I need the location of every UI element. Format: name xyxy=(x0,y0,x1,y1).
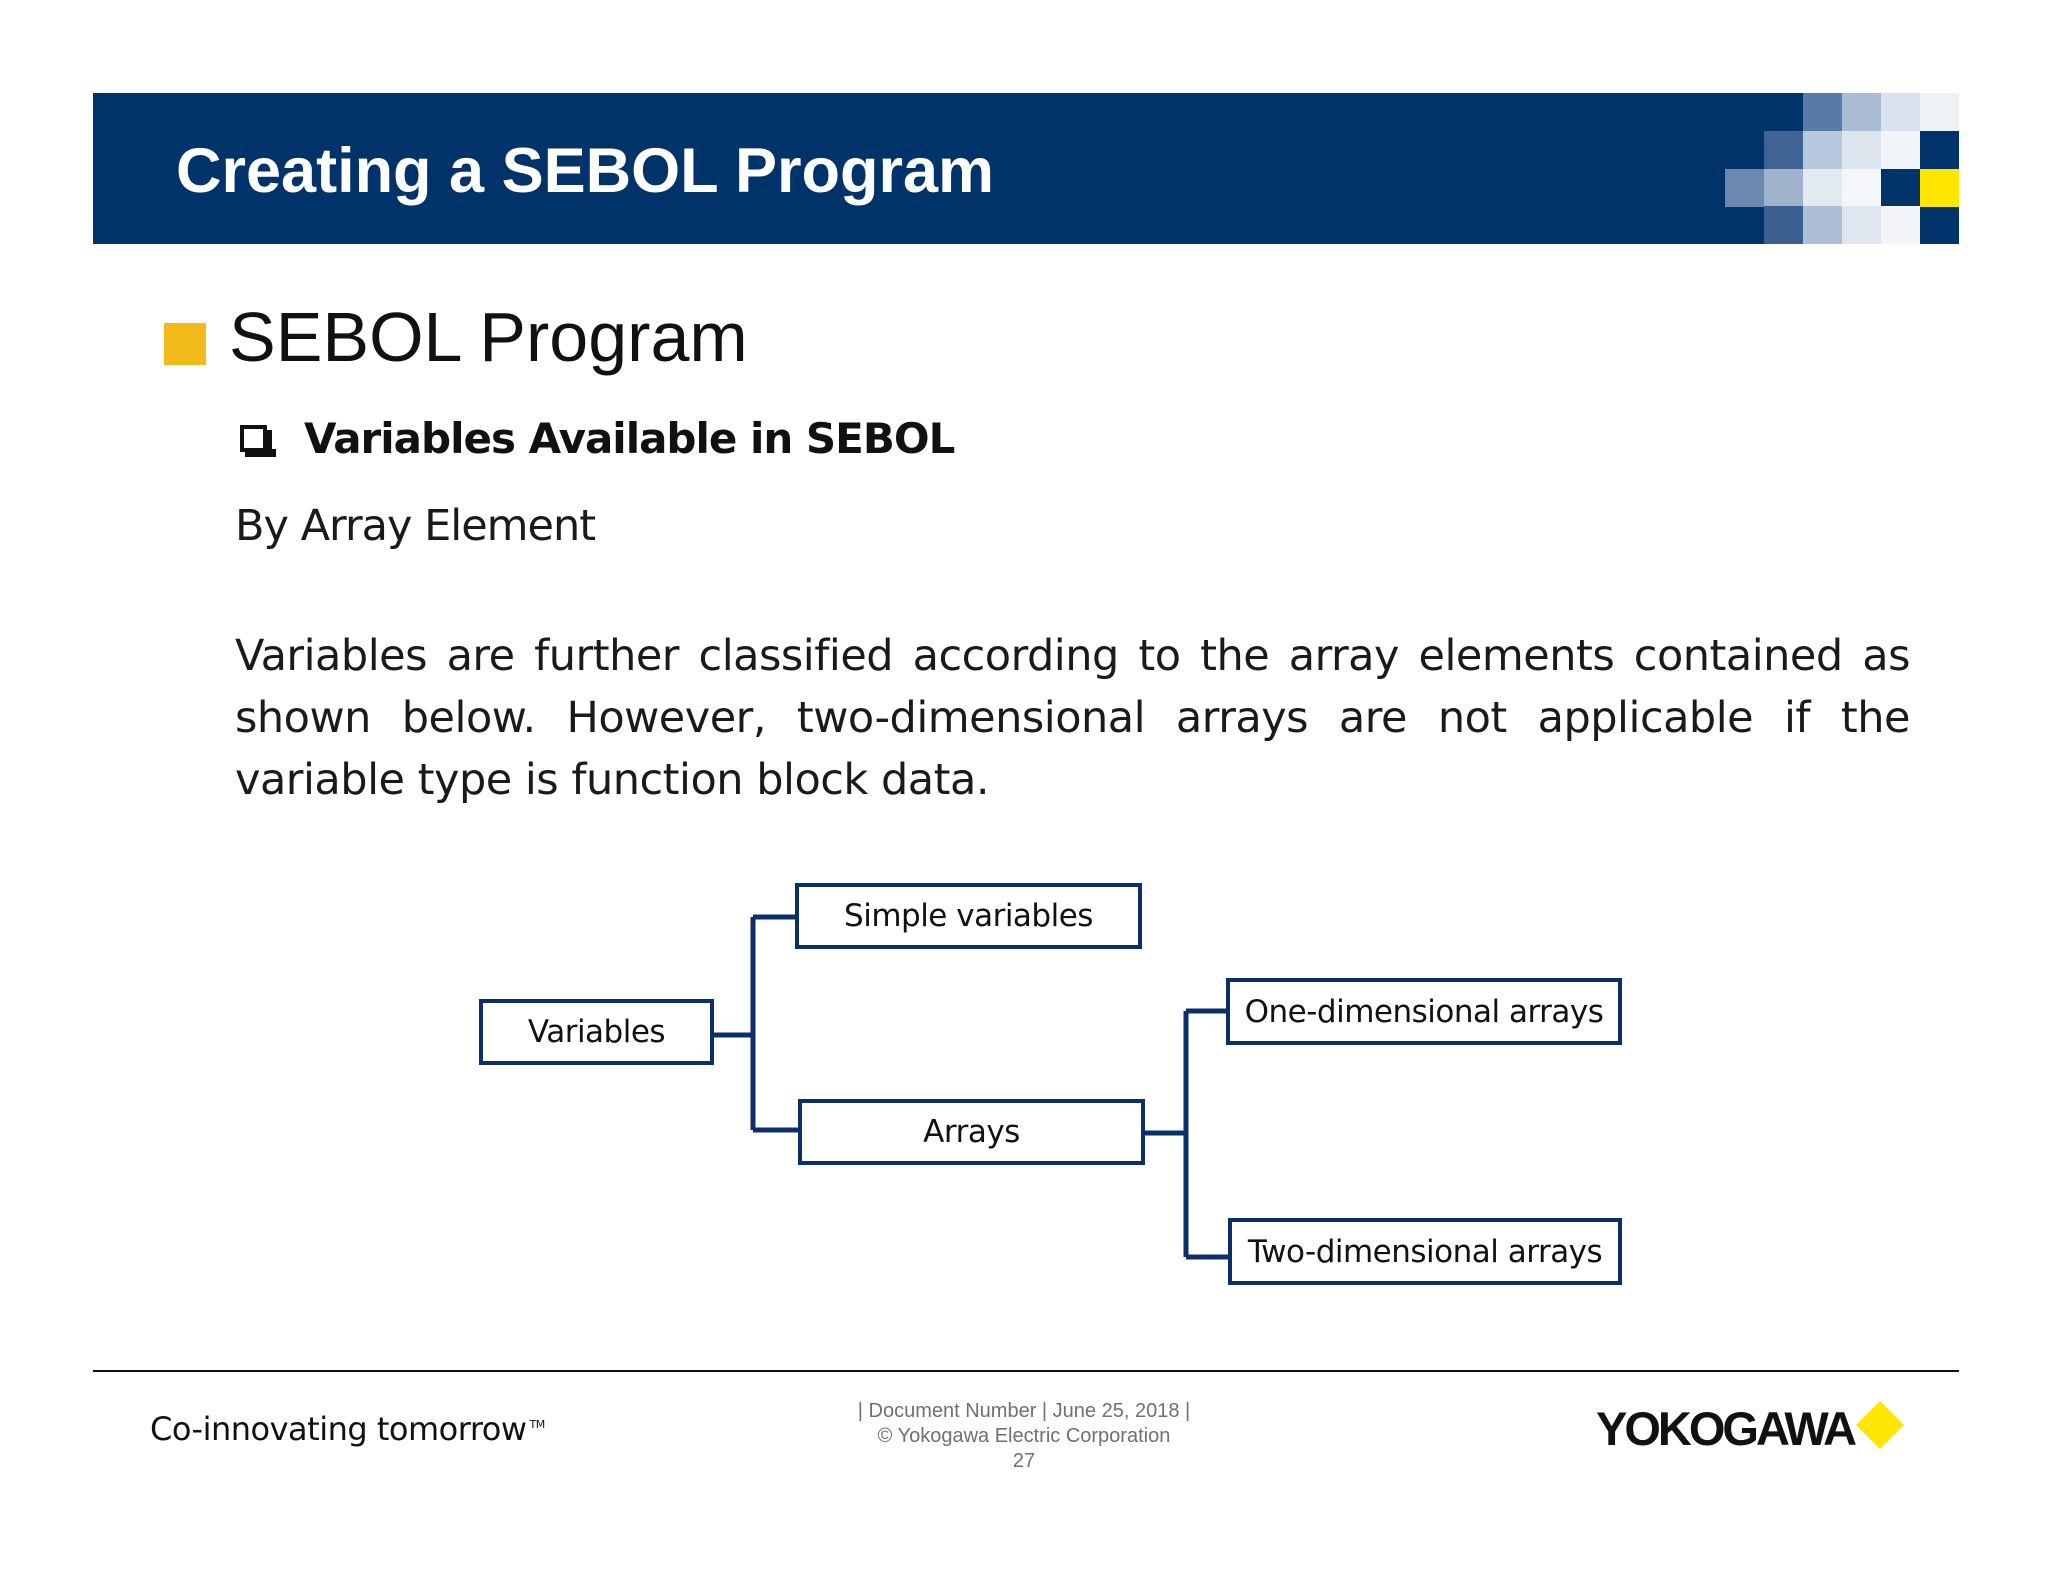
node-two-dimensional-arrays: Two-dimensional arrays xyxy=(1228,1218,1622,1285)
footer-divider xyxy=(93,1370,1959,1372)
node-arrays: Arrays xyxy=(798,1099,1145,1165)
node-variables: Variables xyxy=(479,999,714,1065)
node-simple-variables: Simple variables xyxy=(795,883,1142,949)
section-heading: SEBOL Program xyxy=(229,298,748,376)
footer-info xyxy=(824,1399,1224,1474)
page-number: 27 xyxy=(1012,1450,1036,1472)
node-one-dimensional-arrays: One-dimensional arrays xyxy=(1226,978,1622,1045)
copyright-text: © Yokogawa Electric Corporation xyxy=(877,1425,1171,1447)
body-paragraph: Variables are further classified according to the array elements contained as shown below. However, two-dimensional arrays are not applicable if the variable type is function block data. xyxy=(235,631,1910,805)
trademark-mark: TM xyxy=(529,1418,545,1432)
tagline-text: Co-innovating tomorrow xyxy=(150,1410,527,1448)
section-label: By Array Element xyxy=(235,501,596,551)
document-info: | Document Number | June 25, 2018 | xyxy=(857,1400,1191,1422)
footer-tagline xyxy=(150,1410,545,1448)
slide-title: Creating a SEBOL Program xyxy=(176,136,995,206)
yokogawa-logo-text: YOKOGAWA xyxy=(1596,1402,1855,1455)
subheading: Variables Available in SEBOL xyxy=(304,414,955,463)
